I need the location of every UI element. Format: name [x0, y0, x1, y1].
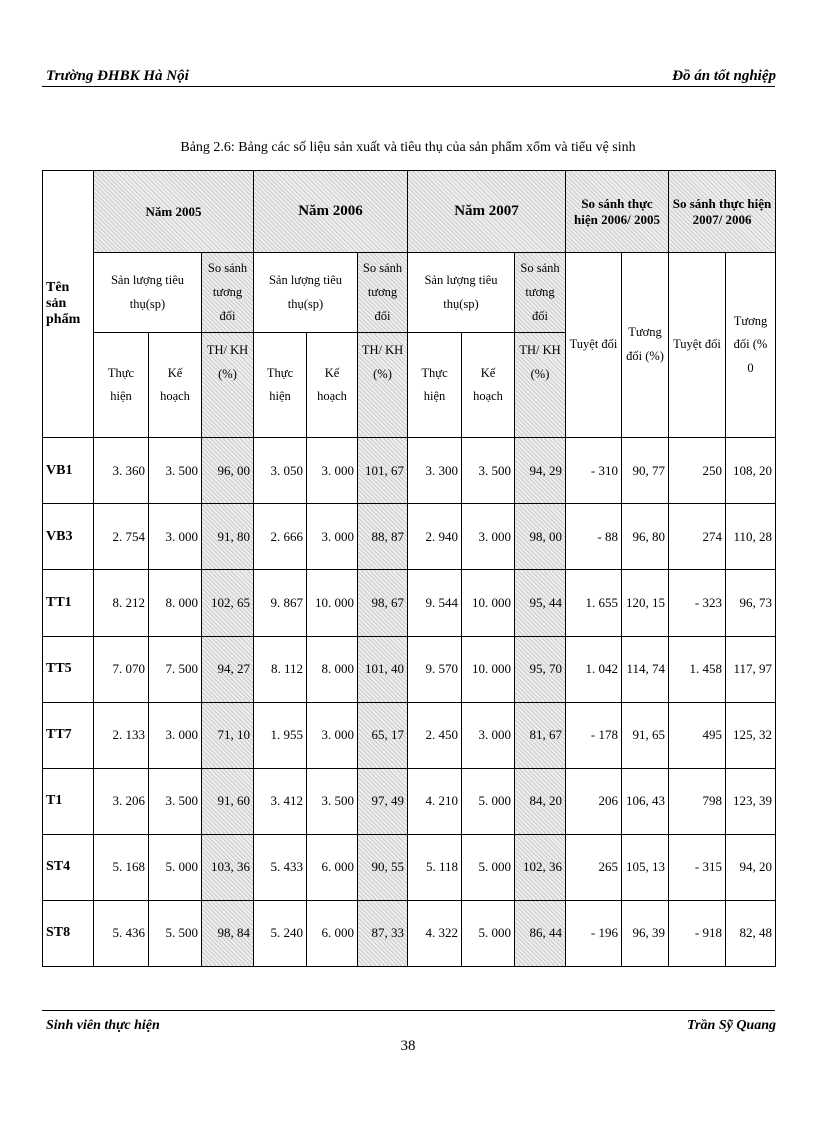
table-cell: - 323: [669, 570, 726, 636]
table-cell: 101, 40: [358, 636, 408, 702]
table-cell: 1. 655: [566, 570, 622, 636]
product-name-cell: TT7: [43, 702, 94, 768]
product-name-cell: TT1: [43, 570, 94, 636]
table-cell: 3. 000: [462, 702, 515, 768]
table-row: [43, 834, 776, 900]
table-cell: 65, 17: [358, 702, 408, 768]
col-header-absolute-1: Tuyệt đối: [566, 253, 622, 438]
table-cell: 91, 80: [202, 504, 254, 570]
table-cell: 86, 44: [515, 900, 566, 966]
table-cell: 5. 436: [94, 900, 149, 966]
table-cell: 96, 80: [622, 504, 669, 570]
table-cell: 5. 000: [462, 768, 515, 834]
col-header-actual-2006: Thực hiện: [254, 333, 307, 438]
table-row: [43, 768, 776, 834]
table-cell: 123, 39: [726, 768, 776, 834]
col-header-qty-2007: Sản lượng tiêu thụ(sp): [408, 253, 515, 333]
table-cell: 8. 112: [254, 636, 307, 702]
col-header-ratio-2005: So sánh tương đối: [202, 253, 254, 333]
col-header-plan-2007: Kế hoạch: [462, 333, 515, 438]
table-cell: 95, 70: [515, 636, 566, 702]
table-cell: 1. 458: [669, 636, 726, 702]
table-cell: 88, 87: [358, 504, 408, 570]
footer-student-label: Sinh viên thực hiện: [46, 1018, 160, 1033]
col-header-thkh-2006: TH/ KH (%): [358, 333, 408, 438]
table-row: [43, 438, 776, 504]
col-header-thkh-2005: TH/ KH (%): [202, 333, 254, 438]
col-header-plan-2006: Kế hoạch: [307, 333, 358, 438]
table-cell: 105, 13: [622, 834, 669, 900]
table-cell: 3. 000: [149, 702, 202, 768]
table-cell: 265: [566, 834, 622, 900]
product-name-cell: TT5: [43, 636, 94, 702]
table-cell: 110, 28: [726, 504, 776, 570]
col-header-ratio-2007: So sánh tương đối: [515, 253, 566, 333]
table-cell: 120, 15: [622, 570, 669, 636]
header-document-type: Đồ án tốt nghiệp: [672, 68, 776, 84]
table-cell: 3. 050: [254, 438, 307, 504]
table-cell: 3. 500: [307, 768, 358, 834]
col-header-qty-2006: Sản lượng tiêu thụ(sp): [254, 253, 358, 333]
table-cell: 5. 240: [254, 900, 307, 966]
product-name-cell: VB3: [43, 504, 94, 570]
table-cell: 102, 36: [515, 834, 566, 900]
table-cell: 81, 67: [515, 702, 566, 768]
table-row: [43, 636, 776, 702]
table-cell: 114, 74: [622, 636, 669, 702]
table-cell: 106, 43: [622, 768, 669, 834]
col-header-compare-2006-2005: So sánh thực hiện 2006/ 2005: [566, 171, 669, 253]
table-cell: - 310: [566, 438, 622, 504]
header-row-groups: [43, 253, 776, 333]
table-cell: 5. 433: [254, 834, 307, 900]
table-cell: 274: [669, 504, 726, 570]
table-body: [43, 438, 776, 967]
table-cell: 9. 570: [408, 636, 462, 702]
col-header-actual-2007: Thực hiện: [408, 333, 462, 438]
table-cell: 6. 000: [307, 834, 358, 900]
table-cell: 4. 210: [408, 768, 462, 834]
product-name-cell: VB1: [43, 438, 94, 504]
table-cell: 7. 500: [149, 636, 202, 702]
table-cell: - 88: [566, 504, 622, 570]
table-row: [43, 504, 776, 570]
table-cell: 84, 20: [515, 768, 566, 834]
product-name-cell: ST8: [43, 900, 94, 966]
table-cell: 798: [669, 768, 726, 834]
table-cell: 2. 450: [408, 702, 462, 768]
header-school: Trường ĐHBK Hà Nội: [46, 68, 189, 84]
table-cell: 94, 27: [202, 636, 254, 702]
col-header-year-2007: Năm 2007: [408, 171, 566, 253]
table-cell: 98, 84: [202, 900, 254, 966]
table-cell: - 315: [669, 834, 726, 900]
table-cell: 495: [669, 702, 726, 768]
col-header-compare-2007-2006: So sánh thực hiện 2007/ 2006: [669, 171, 776, 253]
col-header-year-2005: Năm 2005: [94, 171, 254, 253]
table-cell: 103, 36: [202, 834, 254, 900]
table-cell: 2. 666: [254, 504, 307, 570]
table-cell: 4. 322: [408, 900, 462, 966]
table-cell: 101, 67: [358, 438, 408, 504]
table-cell: 3. 500: [149, 438, 202, 504]
table-cell: 125, 32: [726, 702, 776, 768]
table-row: [43, 570, 776, 636]
table-cell: 3. 000: [307, 702, 358, 768]
table-cell: 108, 20: [726, 438, 776, 504]
table-cell: 1. 955: [254, 702, 307, 768]
col-header-qty-2005: Sản lượng tiêu thụ(sp): [94, 253, 202, 333]
table-cell: 90, 77: [622, 438, 669, 504]
col-header-product: Tên sản phẩm: [43, 171, 94, 438]
col-header-plan-2005: Kế hoạch: [149, 333, 202, 438]
table-cell: 3. 000: [307, 504, 358, 570]
table-cell: 250: [669, 438, 726, 504]
production-sales-table: [42, 170, 776, 967]
table-cell: 10. 000: [307, 570, 358, 636]
table-cell: 10. 000: [462, 570, 515, 636]
table-cell: 71, 10: [202, 702, 254, 768]
table-cell: 10. 000: [462, 636, 515, 702]
table-cell: 3. 412: [254, 768, 307, 834]
table-cell: 91, 60: [202, 768, 254, 834]
table-cell: 3. 360: [94, 438, 149, 504]
table-cell: 6. 000: [307, 900, 358, 966]
table-cell: 94, 20: [726, 834, 776, 900]
table-cell: 96, 39: [622, 900, 669, 966]
product-name-cell: T1: [43, 768, 94, 834]
table-cell: 102, 65: [202, 570, 254, 636]
table-cell: 8. 000: [149, 570, 202, 636]
table-cell: 206: [566, 768, 622, 834]
footer-author: Trần Sỹ Quang: [687, 1018, 776, 1033]
col-header-ratio-2006: So sánh tương đối: [358, 253, 408, 333]
footer-rule: [42, 1010, 775, 1011]
table-caption: Bảng 2.6: Bảng các số liệu sản xuất và tiêu thụ của sản phẩm xổm và tiểu vệ sinh: [180, 140, 636, 155]
header-rule: [42, 86, 775, 87]
product-name-cell: ST4: [43, 834, 94, 900]
table-cell: 3. 500: [462, 438, 515, 504]
col-header-year-2006: Năm 2006: [254, 171, 408, 253]
table-cell: 96, 73: [726, 570, 776, 636]
table-cell: 5. 000: [149, 834, 202, 900]
col-header-relative-1: Tương đối (%): [622, 253, 669, 438]
header-row-years: [43, 171, 776, 253]
table-cell: 9. 867: [254, 570, 307, 636]
table-cell: 1. 042: [566, 636, 622, 702]
table-cell: 3. 300: [408, 438, 462, 504]
col-header-actual-2005: Thực hiện: [94, 333, 149, 438]
table-cell: 94, 29: [515, 438, 566, 504]
table-row: [43, 900, 776, 966]
table-cell: - 196: [566, 900, 622, 966]
table-cell: 2. 133: [94, 702, 149, 768]
table-cell: 3. 206: [94, 768, 149, 834]
table-cell: 3. 000: [307, 438, 358, 504]
table-cell: 3. 500: [149, 768, 202, 834]
table-cell: 3. 000: [149, 504, 202, 570]
table-cell: 5. 000: [462, 834, 515, 900]
table-cell: 91, 65: [622, 702, 669, 768]
table-cell: 5. 168: [94, 834, 149, 900]
table-cell: - 178: [566, 702, 622, 768]
table-cell: 3. 000: [462, 504, 515, 570]
table-cell: 8. 000: [307, 636, 358, 702]
col-header-thkh-2007: TH/ KH (%): [515, 333, 566, 438]
col-header-absolute-2: Tuyệt đối: [669, 253, 726, 438]
table-cell: 87, 33: [358, 900, 408, 966]
table-cell: 9. 544: [408, 570, 462, 636]
table-cell: 117, 97: [726, 636, 776, 702]
table-cell: 2. 754: [94, 504, 149, 570]
col-header-relative-2: Tương đối (% 0: [726, 253, 776, 438]
table-cell: 97, 49: [358, 768, 408, 834]
table-cell: 95, 44: [515, 570, 566, 636]
table-cell: 8. 212: [94, 570, 149, 636]
table-cell: 98, 67: [358, 570, 408, 636]
table-cell: 5. 118: [408, 834, 462, 900]
table-cell: 90, 55: [358, 834, 408, 900]
table-cell: 96, 00: [202, 438, 254, 504]
table-row: [43, 702, 776, 768]
table-cell: 82, 48: [726, 900, 776, 966]
table-cell: 5. 000: [462, 900, 515, 966]
page-number: 38: [400, 1038, 416, 1054]
table-cell: - 918: [669, 900, 726, 966]
table-cell: 5. 500: [149, 900, 202, 966]
table-cell: 2. 940: [408, 504, 462, 570]
table-cell: 98, 00: [515, 504, 566, 570]
table-cell: 7. 070: [94, 636, 149, 702]
